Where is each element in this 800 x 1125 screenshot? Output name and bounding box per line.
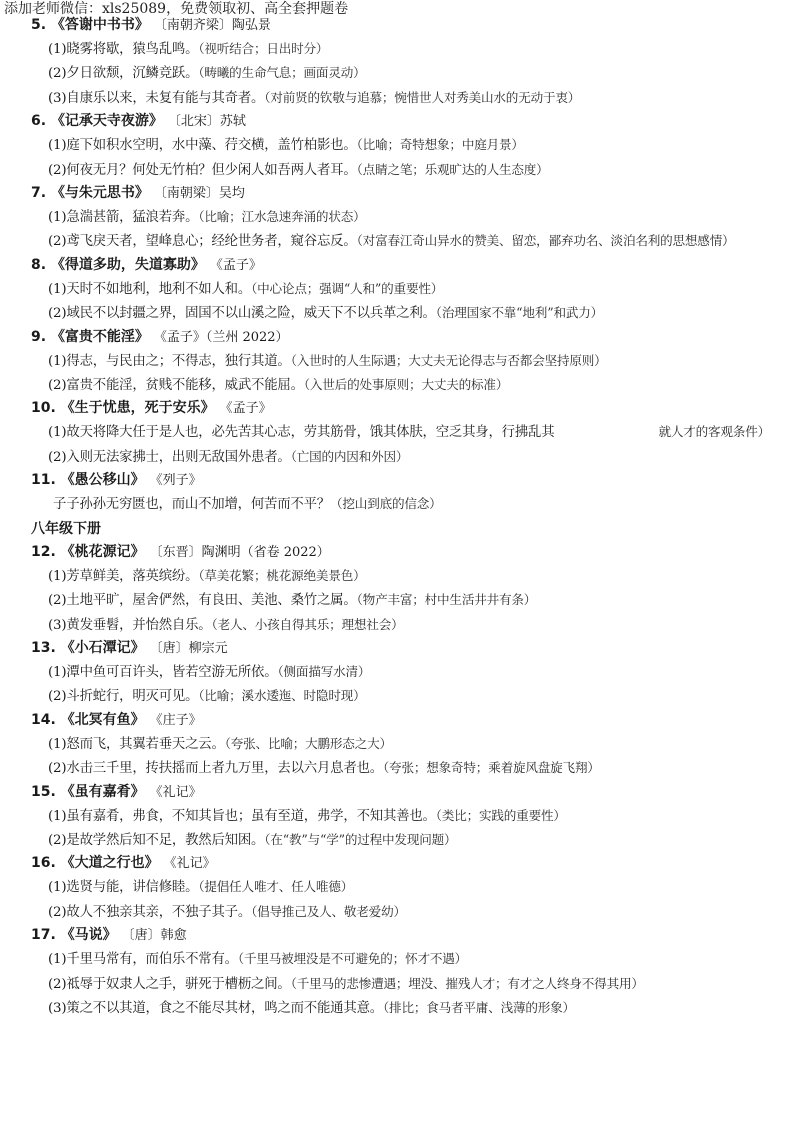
quote-index: (1)	[48, 138, 67, 154]
entry-source: 〔唐〕韩愈	[121, 928, 187, 944]
entry-number: 11.	[31, 472, 56, 489]
entry-heading	[0, 469, 800, 492]
quote-text: 域民不以封疆之界，固国不以山溪之险，威天下不以兵革之利。	[66, 306, 436, 322]
quote-annotation: （畴曦的生命气息；画面灵动）	[198, 65, 366, 81]
quote-index: (1)	[48, 664, 67, 680]
entry-number: 13.	[31, 639, 56, 656]
entry-heading	[0, 541, 800, 564]
quote-index: (1)	[48, 425, 67, 441]
entry-title: 《答谢中书书》	[50, 17, 149, 33]
quote-text: 水击三千里，抟扶摇而上者九万里，去以六月息者也。	[66, 761, 383, 777]
entry-heading	[0, 637, 800, 660]
quote-text: 是故学然后知不足，教然后知困。	[66, 832, 265, 848]
quote-text: 策之不以其道，食之不能尽其材，鸣之而不能通其意。	[66, 1000, 383, 1016]
quote-index: (1)	[48, 281, 67, 297]
poem-entry	[0, 709, 800, 781]
quote-annotation: （夸张；想象奇特；乘着旋风盘旋飞翔）	[382, 760, 600, 776]
quote-index: (3)	[48, 617, 67, 633]
quote-annotation: （夸张、比喻；大鹏形态之大）	[224, 735, 392, 751]
quote-index: (2)	[48, 593, 67, 609]
poem-entry	[0, 852, 800, 924]
quote-line	[0, 349, 800, 373]
entry-heading	[0, 709, 800, 732]
quote-index: (1)	[48, 952, 67, 968]
entry-title: 《与朱元思书》	[50, 185, 149, 202]
entry-heading	[0, 326, 800, 349]
poem-entry	[0, 14, 800, 110]
quote-line	[0, 61, 800, 85]
watermark-text: 添加老师微信：xls25089，免费领取初、高全套押题卷	[4, 1, 349, 17]
quote-text: 虽有嘉肴，弗食，不知其旨也；虽有至道，弗学，不知其善也。	[66, 808, 436, 824]
quote-text: 黄发垂髫，并怡然自乐。	[66, 617, 212, 633]
quote-text: 土地平旷，屋舍俨然，有良田、美池、桑竹之属。	[66, 593, 357, 609]
quote-text: 芳草鲜美，落英缤纷。	[66, 568, 199, 584]
quote-text: 自康乐以来，未复有能与其奇者。	[66, 90, 265, 106]
section-heading: 八年级下册	[31, 520, 101, 537]
quote-annotation: （千里马的悲惨遭遇；埋没、摧残人才；有才之人终身不得其用）	[290, 975, 644, 991]
entry-source: 〔南朝齐梁〕陶弘景	[153, 18, 271, 33]
quote-annotation: （入世后的处事原则；大丈夫的标准）	[303, 377, 509, 393]
quote-index: (2)	[48, 689, 67, 705]
quote-line	[0, 875, 800, 899]
entry-heading	[0, 924, 800, 947]
quote-line	[0, 613, 800, 637]
entry-heading	[0, 110, 800, 133]
redaction-blank	[554, 424, 658, 442]
entry-source: 《孟子》	[219, 401, 272, 417]
entry-source: 〔东晋〕陶渊明（省卷 2022）	[149, 544, 330, 560]
quote-line	[0, 133, 800, 157]
quote-line	[0, 205, 800, 229]
poem-entry	[0, 182, 800, 254]
entry-number: 10.	[31, 400, 56, 417]
quote-line	[0, 684, 800, 708]
entry-source: 《列子》	[149, 473, 202, 489]
quote-index: (1)	[48, 353, 67, 369]
quote-line	[0, 86, 800, 110]
entry-source: 〔南朝梁〕吴均	[153, 186, 245, 202]
entry-title: 《记承天寺夜游》	[50, 113, 163, 130]
poem-entry	[0, 254, 800, 326]
quote-line	[0, 828, 800, 852]
quote-text: 庭下如积水空明，水中藻、荇交横，盖竹柏影也。	[66, 138, 357, 154]
quote-annotation: （比喻；奇特想象；中庭月景）	[356, 137, 524, 153]
quote-text: 入则无法家拂士，出则无敌国外患者。	[66, 449, 291, 465]
poem-entry	[0, 924, 800, 1020]
quote-index: (2)	[48, 306, 67, 322]
quote-line	[0, 756, 800, 780]
quote-line	[0, 947, 800, 971]
quote-text: 怒而飞，其翼若垂天之云。	[66, 736, 225, 752]
quote-line	[0, 804, 800, 828]
quote-index: (3)	[48, 90, 67, 106]
quote-annotation: （点睛之笔；乐观旷达的人生态度）	[356, 161, 549, 177]
quote-line	[0, 900, 800, 924]
entry-title: 《富贵不能淫》	[50, 328, 149, 345]
quote-index: (3)	[48, 1000, 67, 1016]
poem-entry	[0, 397, 800, 469]
quote-text: 斗折蛇行，明灭可见。	[66, 689, 199, 705]
poem-entry	[0, 326, 800, 398]
document-body	[0, 14, 800, 1020]
entry-number: 5.	[31, 17, 47, 33]
entry-title: 《得道多助，失道寡助》	[50, 256, 205, 273]
entry-heading	[0, 254, 800, 277]
entry-source: 《孟子》（兰州 2022）	[153, 329, 289, 345]
entry-source: 〔唐〕柳宗元	[149, 640, 228, 656]
quote-annotation: （类比；实践的重要性）	[435, 807, 566, 823]
quote-text: 故天将降大任于是人也，必先苦其心志，劳其筋骨，饿其体肤，空乏其身，行拂乱其	[66, 425, 555, 441]
quote-annotation: （侧面描写水清）	[277, 663, 371, 679]
poem-entry	[0, 110, 800, 182]
entry-heading	[0, 397, 800, 420]
entry-title: 《北冥有鱼》	[60, 711, 145, 728]
quote-annotation: （入世时的人生际遇；大丈夫无论得志与否都会坚持原则）	[290, 352, 607, 368]
quote-text: 千里马常有，而伯乐不常有。	[66, 952, 238, 968]
quote-text: 晓雾将歇，猿鸟乱鸣。	[66, 42, 199, 57]
quote-line	[0, 564, 800, 588]
quote-line	[0, 301, 800, 325]
poem-entry	[0, 637, 800, 709]
entry-source: 《礼记》	[163, 856, 216, 872]
quote-text: 祗辱于奴隶人之手，骈死于槽枥之间。	[66, 976, 291, 992]
quote-text: 夕日欲颓，沉鳞竞跃。	[66, 66, 199, 82]
quote-index: (1)	[48, 808, 67, 824]
entry-number: 14.	[31, 711, 56, 728]
quote-annotation: （视听结合；日出时分）	[198, 41, 329, 56]
quote-annotation: （对富春江奇山异水的赞美、留恋，鄙弃功名、淡泊名利的思想感情）	[356, 233, 735, 249]
quote-line	[0, 996, 800, 1020]
entry-number: 8.	[31, 256, 47, 273]
quote-text: 故人不独亲其亲，不独子其子。	[66, 904, 252, 920]
entry-title: 《小石潭记》	[60, 639, 145, 656]
quote-index: (2)	[48, 162, 67, 178]
quote-line	[0, 445, 800, 469]
poem-entry	[0, 469, 800, 516]
entry-source: 〔北宋〕苏轼	[167, 114, 246, 130]
quote-annotation: （治理国家不靠“地利”和武力）	[435, 305, 604, 321]
quote-text: 得志，与民由之；不得志，独行其道。	[66, 353, 291, 369]
quote-index: (1)	[48, 210, 67, 226]
quote-annotation: （提倡任人唯才、任人唯德）	[198, 879, 354, 895]
entry-title: 《大道之行也》	[60, 855, 159, 872]
quote-line	[0, 229, 800, 253]
quote-text: 选贤与能，讲信修睦。	[66, 880, 199, 896]
quote-annotation: （比喻；溪水逶迤、时隐时现）	[198, 688, 366, 704]
entry-number: 7.	[31, 185, 47, 202]
quote-index: (1)	[48, 736, 67, 752]
quote-index: (2)	[48, 904, 67, 920]
quote-index: (1)	[48, 568, 67, 584]
quote-annotation: （草美花繁；桃花源绝美景色）	[198, 567, 366, 583]
entry-heading	[0, 182, 800, 205]
quote-index: (2)	[48, 378, 67, 394]
entry-title: 《马说》	[60, 927, 117, 944]
quote-line	[0, 972, 800, 996]
quote-annotation: （挖山到底的信念）	[330, 496, 442, 512]
quote-line	[0, 420, 800, 444]
entry-number: 17.	[31, 927, 56, 944]
quote-index: (2)	[48, 976, 67, 992]
entry-heading	[0, 14, 800, 37]
quote-index: (2)	[48, 449, 67, 465]
entry-title: 《桃花源记》	[60, 543, 145, 560]
entry-number: 12.	[31, 543, 56, 560]
entry-number: 6.	[31, 113, 47, 130]
entry-number: 9.	[31, 328, 47, 345]
poem-entry	[0, 781, 800, 853]
entry-source: 《庄子》	[149, 712, 202, 728]
quote-index: (1)	[48, 880, 67, 896]
quote-index: (2)	[48, 66, 67, 82]
quote-annotation: （对前贤的钦敬与追慕；惋惜世人对秀美山水的无动于衷）	[264, 89, 581, 105]
quote-line	[0, 37, 800, 61]
entry-heading	[0, 781, 800, 804]
quote-annotation: （中心论点；强调“人和”的重要性）	[251, 280, 444, 296]
quote-annotation: （亡国的内因和外因）	[290, 448, 409, 464]
quote-annotation: （排比；食马者平庸、浅薄的形象）	[382, 999, 575, 1015]
entry-source: 《孟子》	[209, 257, 262, 273]
quote-line	[0, 373, 800, 397]
quote-annotation: （千里马被埋没是不可避免的；怀才不遇）	[237, 951, 468, 967]
quote-annotation: （比喻；江水急速奔涌的状态）	[198, 209, 366, 225]
poem-entry	[0, 541, 800, 637]
quote-line	[0, 158, 800, 182]
quote-annotation: （倡导推己及人、敬老爱幼）	[251, 903, 406, 919]
quote-index: (2)	[48, 234, 67, 250]
quote-line	[0, 277, 800, 301]
quote-index: (2)	[48, 761, 67, 777]
quote-line	[0, 588, 800, 612]
entry-number: 16.	[31, 855, 56, 872]
entry-title: 《生于忧患，死于安乐》	[60, 400, 215, 417]
entry-source: 《礼记》	[149, 784, 202, 800]
quote-text: 天时不如地利，地利不如人和。	[66, 281, 252, 297]
quote-line	[0, 732, 800, 756]
quote-annotation: 就人才的客观条件）	[658, 424, 770, 440]
quote-index: (1)	[48, 42, 67, 57]
quote-text: 鸢飞戾天者，望峰息心；经纶世务者，窥谷忘反。	[66, 234, 357, 250]
quote-text: 潭中鱼可百许头，皆若空游无所依。	[66, 664, 278, 680]
entry-number: 15.	[31, 783, 56, 800]
quote-text: 何夜无月？何处无竹柏？但少闲人如吾两人者耳。	[66, 162, 357, 178]
entry-title: 《虽有嘉肴》	[60, 783, 145, 800]
quote-annotation: （老人、小孩自得其乐；理想社会）	[211, 616, 404, 632]
quote-text: 急湍甚箭，猛浪若奔。	[66, 210, 199, 226]
quote-text: 子子孙孙无穷匮也，而山不加增，何苦而不平？	[53, 497, 331, 513]
quote-line	[0, 660, 800, 684]
entry-title: 《愚公移山》	[60, 472, 145, 489]
entry-heading	[0, 852, 800, 875]
quote-line	[0, 492, 800, 516]
quote-annotation: （在“教”与“学”的过程中发现问题）	[264, 831, 457, 847]
quote-annotation: （物产丰富；村中生活井井有条）	[356, 592, 537, 608]
quote-index: (2)	[48, 832, 67, 848]
quote-text: 富贵不能淫，贫贱不能移，威武不能屈。	[66, 378, 304, 394]
